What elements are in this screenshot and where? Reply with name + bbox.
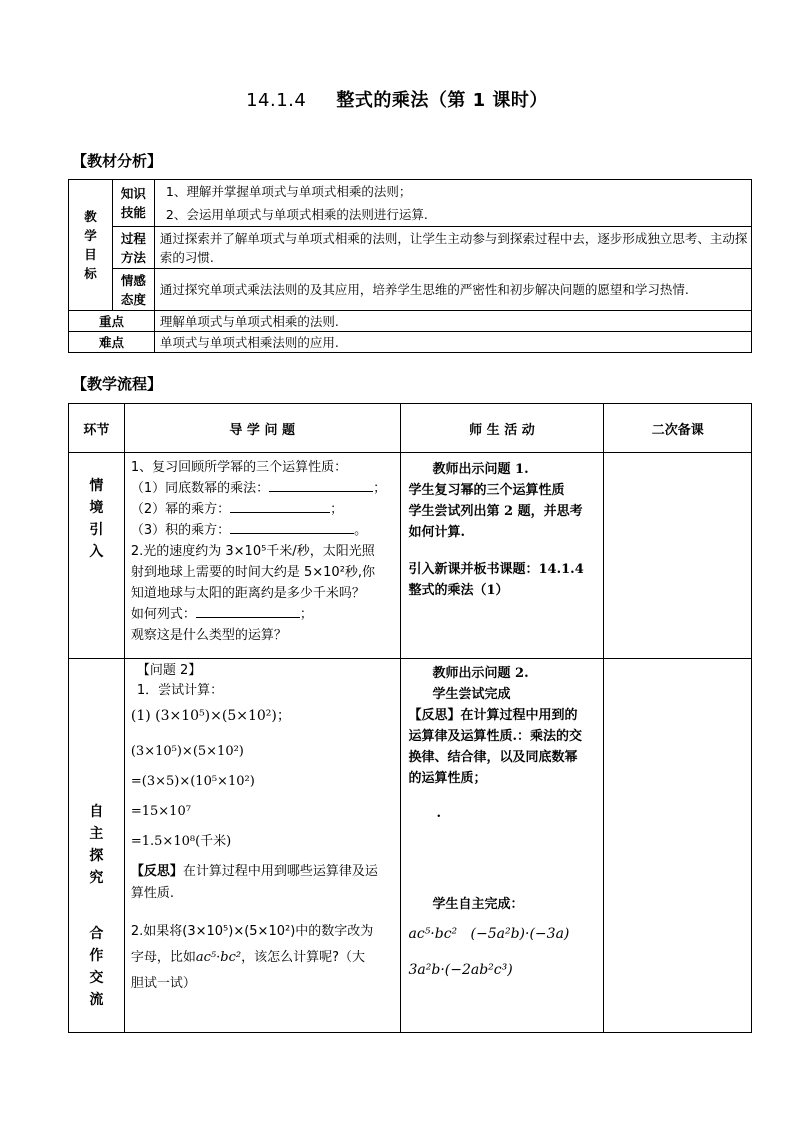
knowledge-label: 知识 技能 [112,180,154,227]
key-text: 理解单项式与单项式相乘的法则. [154,311,751,332]
blank-line-a: （1）同底数幂的乘法： ； [130,481,387,496]
section-flow-heading: 【教学流程】 [72,375,163,393]
blank-line-d: 如何列式： ； [130,607,313,622]
intro-notes [604,453,752,659]
header-notes: 二次备课 [604,404,752,453]
exercise-1-2: ac⁵·bc² (−5a²b)·(−3a) [408,926,570,942]
expression-1: (1) (3×10⁵)×(5×10²)； [130,708,291,724]
explore-questions: 【问题 2】 1．尝试计算： (1) (3×10⁵)×(5×10²)； (3×10⁵)×(5×10²) =(3×5)×(10⁵×10²) =15×10⁷ =1.5×10⁸(千米) 【反思】在计算过程中用到哪些运算律及运 算性质. 2.如果将(3×10⁵)×(5×10²)中的数字改为 字母，比如ac⁵·bc²，该怎么计算呢?（大 胆试一试） [124,659,400,1033]
difficulty-text: 单项式与单项式相乘法则的应用. [154,332,751,353]
process-text: 通过探索并了解单项式与单项式相乘的法则，让学生主动参与到探索过程中去，逐步形成独立思考、主动探索的习惯. [154,227,751,269]
question-2: 2.如果将(3×10⁵)×(5×10²)中的数字改为 字母，比如ac⁵·bc²，该怎么计算呢?（大 胆试一试） [130,924,374,991]
emotion-text: 通过探究单项式乘法法则的及其应用，培养学生思维的严密性和初步解决问题的愿望和学习热情. [154,269,751,311]
lesson-name: 整式的乘法（第 1 课时） [336,90,548,111]
flow-table [68,403,752,1033]
header-stage: 环节 [69,404,125,453]
reflection: 【反思】在计算过程中用到哪些运算律及运 算性质. [130,864,378,901]
page-title [0,86,794,112]
intro-activity: 教师出示问题 1. 学生复习幂的三个运算性质 学生尝试列出第 2 题，并思考 如何计算. 引入新课并板书课题：14.1.4 整式的乘法（1） [400,453,604,659]
goal-label: 教 学 目 标 [69,180,113,311]
header-activity: 师 生 活 动 [400,404,604,453]
difficulty-label: 难点 [69,332,155,353]
header-questions: 导 学 问 题 [124,404,400,453]
section-analysis-heading: 【教材分析】 [72,152,163,170]
emotion-label: 情感 态度 [112,269,154,311]
blank-line-c: （3）积的乘方： 。 [130,523,368,538]
key-label: 重点 [69,311,155,332]
knowledge-text: 1、理解并掌握单项式与单项式相乘的法则； 2、会运用单项式与单项式相乘的法则进行运算. [154,180,751,227]
exercise-3: 3a²b·(−2ab²c³) [408,962,513,978]
explore-activity: 教师出示问题 2. 学生尝试完成 【反思】在计算过程中用到的 运算律及运算性质.：乘法的交 换律、结合律，以及同底数幂 的运算性质； . 学生自主完成： ac⁵·bc² (−5a²b)·(−3a) 3a²b·(−2ab²c³) [400,659,604,1033]
explore-notes [604,659,752,1033]
stage-explore: 自 主 探 究 合 作 交 流 [69,659,125,1033]
stage-intro: 情 境 引 入 [69,453,125,659]
lesson-code: 14.1.4 [246,90,307,111]
analysis-table [68,179,752,353]
solution-steps: (3×10⁵)×(5×10²) =(3×5)×(10⁵×10²) =15×10⁷ =1.5×10⁸(千米) [130,744,255,849]
blank-line-b: （2）幂的乘方： ； [130,502,344,517]
intro-questions: 1、复习回顾所学幂的三个运算性质： （1）同底数幂的乘法： ； （2）幂的乘方： ； （3）积的乘方： 。 2.光的速度约为 3×10⁵千米/秒，太阳光照 射到地球上需要的时间大约是 5×10²秒,你 知道地球与太阳的距离约是多少千米吗？ 如何列式： ； 观察这是什么类型的运算？ [124,453,400,659]
review-question: 1、复习回顾所学幂的三个运算性质： [130,460,348,475]
process-label: 过程 方法 [112,227,154,269]
